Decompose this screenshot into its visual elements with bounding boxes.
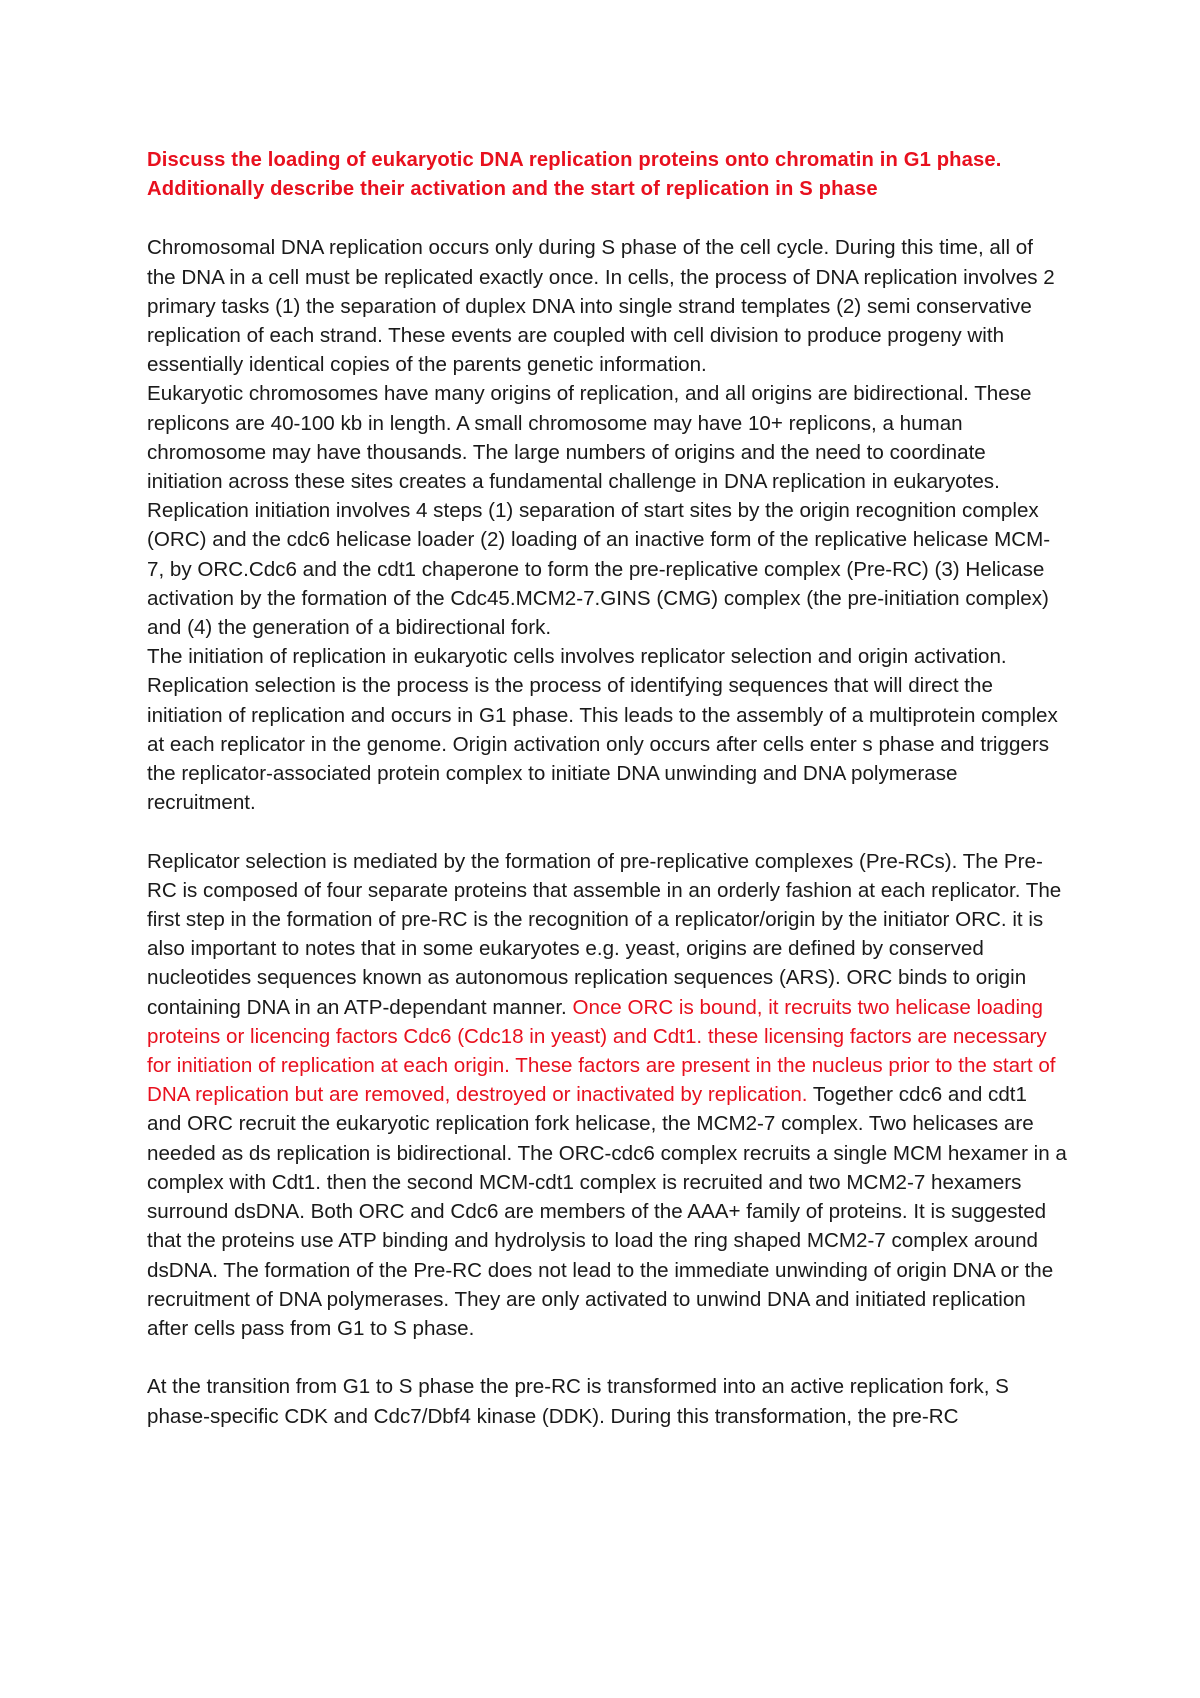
document-body: [147, 146, 1067, 1431]
paragraph-spacer: [147, 817, 1067, 846]
highlighted-licensing-text: Once ORC is bound, it recruits two helicase loading proteins or licencing factors Cdc6 (Cdc18 in yeast) and Cdt1. these licensing factors are necessary for initiation of replication at each origin. These factors are present in the nucleus prior to the start of DNA replication but are removed, destroyed or inactivated by replication.: [147, 995, 1056, 1107]
paragraph-s-phase-transition: At the transition from G1 to S phase the pre-RC is transformed into an active replication fork, S phase-specific CDK and Cdc7/Dbf4 kinase (DDK). During this transformation, the pre-RC: [147, 1375, 1009, 1428]
question-heading: Discuss the loading of eukaryotic DNA replication proteins onto chromatin in G1 phase. Additionally describe their activation and the start of replication in S phase: [147, 149, 1002, 201]
paragraph-spacer: [147, 1343, 1067, 1372]
paragraph-initiation: The initiation of replication in eukaryotic cells involves replicator selection and origin activation. Replication selection is the process is the process of identifying sequences that will direct the initiation of replication and occurs in G1 phase. This leads to the assembly of a multiprotein complex at each replicator in the genome. Origin activation only occurs after cells enter s phase and triggers the replicator-associated protein complex to initiate DNA unwinding and DNA polymerase recruitment.: [147, 645, 1058, 815]
paragraph-pre-rc-text-b: Together cdc6 and cdt1 and ORC recruit the eukaryotic replication fork helicase, the MCM2-7 complex. Two helicases are needed as ds replication is bidirectional. The ORC-cdc6 complex recruits a single MCM hexamer in a complex with Cdt1. then the second MCM-cdt1 complex is recruited and two MCM2-7 hexamers surround dsDNA. Both ORC and Cdc6 are members of the AAA+ family of proteins. It is suggested that the proteins use ATP binding and hydrolysis to load the ring shaped MCM2-7 complex around dsDNA. The formation of the Pre-RC does not lead to the immediate unwinding of origin DNA or the recruitment of DNA polymerases. They are only activated to unwind DNA and initiated replication after cells pass from G1 to S phase.: [147, 1083, 1067, 1340]
paragraph-origins: Eukaryotic chromosomes have many origins of replication, and all origins are bidirectional. These replicons are 40-100 kb in length. A small chromosome may have 10+ replicons, a human chromosome may have thousands. The large numbers of origins and the need to coordinate initiation across these sites creates a fundamental challenge in DNA replication in eukaryotes. Replication initiation involves 4 steps (1) separation of start sites by the origin recognition complex (ORC) and the cdc6 helicase loader (2) loading of an inactive form of the replicative helicase MCM-7, by ORC.Cdc6 and the cdt1 chaperone to form the pre-replicative complex (Pre-RC) (3) Helicase activation by the formation of the Cdc45.MCM2-7.GINS (CMG) complex (the pre-initiation complex) and (4) the generation of a bidirectional fork.: [147, 382, 1051, 640]
paragraph-pre-rc-text-a: Replicator selection is mediated by the formation of pre-replicative complexes (Pre-RCs). The Pre-RC is composed of four separate proteins that assemble in an orderly fashion at each replicator. The first step in the formation of pre-RC is the recognition of a replicator/origin by the initiator ORC. it is also important to notes that in some eukaryotes e.g. yeast, origins are defined by conserved nucleotides sequences known as autonomous replication sequences (ARS). ORC binds to origin containing DNA in an ATP-dependant manner.: [147, 849, 1062, 1019]
paragraph-pre-rc: [147, 847, 1067, 1343]
paragraph-intro: Chromosomal DNA replication occurs only during S phase of the cell cycle. During this time, all of the DNA in a cell must be replicated exactly once. In cells, the process of DNA replication involves 2 primary tasks (1) the separation of duplex DNA into single strand templates (2) semi conservative replication of each strand. These events are coupled with cell division to produce progeny with essentially identical copies of the parents genetic information.: [147, 236, 1055, 377]
